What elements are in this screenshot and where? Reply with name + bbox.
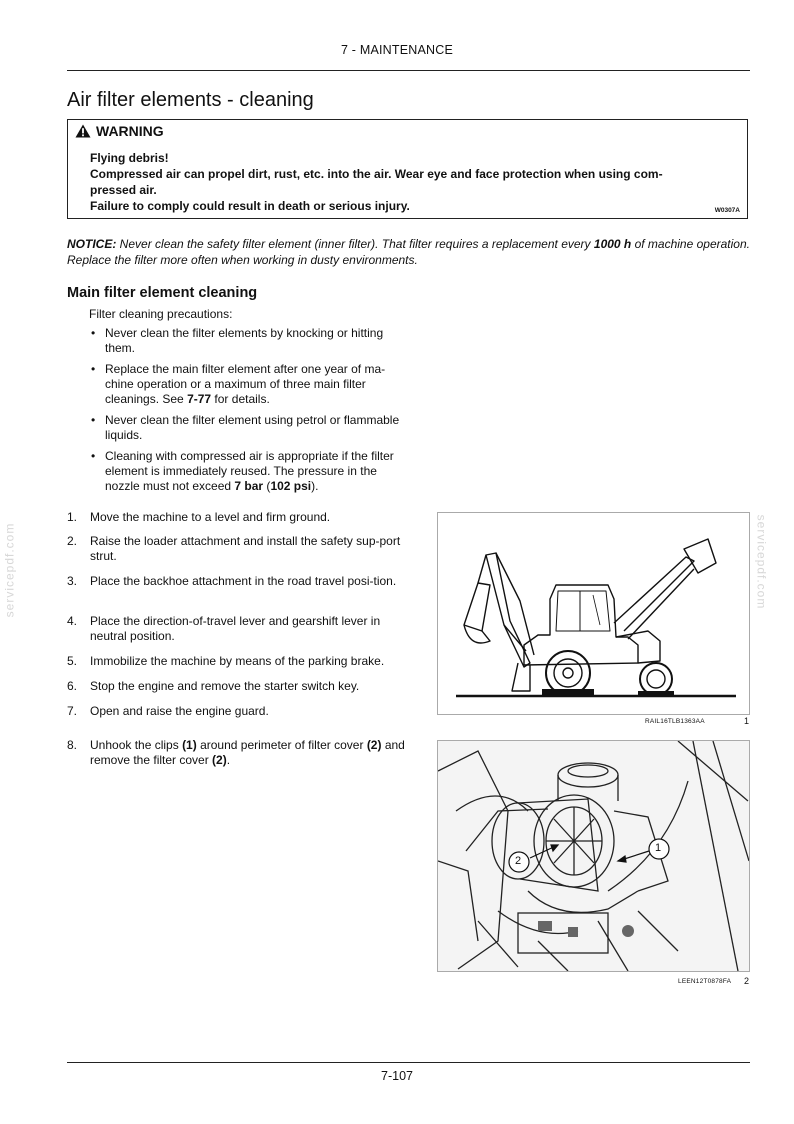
backhoe-loader-illustration	[438, 513, 749, 714]
warning-heading-label: WARNING	[96, 123, 164, 139]
warning-line-3: pressed air.	[90, 183, 157, 197]
engine-compartment-illustration	[438, 741, 749, 971]
step-text-part: Unhook the clips	[90, 738, 183, 752]
callout-label-2: 2	[515, 855, 522, 867]
step-number: 3.	[67, 574, 78, 588]
notice-paragraph	[67, 236, 751, 268]
precaution-text: ).	[311, 479, 319, 493]
watermark-right: servicepdf.com	[754, 514, 769, 610]
notice-text-b: of machine operation. Replace the filter more often when working in dusty environments.	[67, 237, 750, 267]
pressure-bar: 7 bar	[234, 479, 264, 493]
page-title: Air filter elements - cleaning	[67, 89, 314, 111]
precaution-text: for details.	[211, 392, 270, 406]
figure-engine-compartment	[437, 740, 750, 972]
step-number: 4.	[67, 614, 78, 628]
figure-1-code: RAIL16TLB1363AA	[645, 718, 705, 725]
precautions-list	[89, 326, 409, 500]
step-text: Place the direction-of-travel lever and gearshift lever in neutral position.	[90, 614, 381, 643]
list-item: • Never clean the filter element using petrol or flammable liquids.	[91, 413, 400, 442]
list-item: • Never clean the filter elements by knocking or hitting them.	[91, 326, 384, 355]
list-item: • Replace the main filter element after one year of ma-chine operation or a maximum of three main filter cleanings. See 7-77 for details.	[91, 362, 386, 406]
figure-backhoe-loader	[437, 512, 750, 715]
page-reference: 7-77	[187, 392, 212, 406]
step-number: 2.	[67, 534, 78, 548]
notice-label: NOTICE:	[67, 237, 117, 251]
precaution-text: Never clean the filter elements by knocking or hitting them.	[105, 326, 384, 355]
notice-hours: 1000 h	[593, 237, 632, 251]
precaution-text: (	[263, 479, 271, 493]
running-header: 7 - MAINTENANCE	[340, 43, 454, 57]
warning-triangle-icon	[75, 124, 91, 138]
callout-label-1: 1	[655, 842, 662, 854]
step-text: Immobilize the machine by means of the parking brake.	[90, 654, 385, 668]
warning-line-4: Failure to comply could result in death or serious injury.	[90, 199, 410, 213]
step-number: 5.	[67, 654, 78, 668]
step-number: 6.	[67, 679, 78, 693]
precaution-text: Cleaning with compressed air is appropriate if the filter element is immediately reused. The pressure in the nozzle must not exceed	[105, 449, 394, 493]
warning-line-1: Flying debris!	[90, 151, 169, 165]
step-text-part: around perimeter of filter cover	[196, 738, 367, 752]
pressure-psi: 102 psi	[270, 479, 312, 493]
step-text: Stop the engine and remove the starter switch key.	[90, 679, 360, 693]
precautions-intro: Filter cleaning precautions:	[89, 307, 233, 321]
page-number: 7-107	[381, 1069, 413, 1083]
callout-ref-1: (1)	[182, 738, 197, 752]
step-text-part: and remove the filter cover	[90, 738, 405, 767]
footer-rule	[67, 1062, 750, 1063]
watermark-left: servicepdf.com	[2, 522, 17, 618]
warning-heading	[75, 123, 164, 139]
step-number: 7.	[67, 704, 78, 718]
warning-body	[90, 150, 730, 214]
section-heading: Main filter element cleaning	[67, 285, 258, 301]
step-number: 1.	[67, 510, 78, 524]
figure-2-number: 2	[744, 976, 750, 986]
list-item: • Cleaning with compressed air is appropriate if the filter element is immediately reused. The pressure in the nozzle must not exceed 7 bar (102 psi).	[91, 449, 394, 493]
figure-2-code: LEEN12T0878FA	[678, 978, 732, 985]
step-text: Open and raise the engine guard.	[90, 704, 269, 718]
step-number: 8.	[67, 738, 78, 752]
warning-box	[67, 119, 748, 219]
step-text: Move the machine to a level and firm ground.	[90, 510, 331, 524]
notice-text-a: Never clean the safety filter element (inner filter). That filter requires a replacement every	[116, 237, 594, 251]
header-rule	[67, 70, 750, 71]
step-text	[90, 738, 409, 768]
step-text: Raise the loader attachment and install the safety sup-port strut.	[90, 534, 401, 563]
precaution-text: Never clean the filter element using petrol or flammable liquids.	[105, 413, 400, 442]
step-text-part: .	[226, 753, 231, 767]
warning-code: W0307A	[714, 207, 740, 214]
figure-1-number: 1	[744, 716, 750, 726]
precaution-text: Replace the main filter element after one year of ma-chine operation or a maximum of three main filter cleanings. See	[105, 362, 386, 406]
callout-ref-2: (2)	[212, 753, 227, 767]
callout-ref-2: (2)	[366, 738, 382, 752]
warning-line-2: Compressed air can propel dirt, rust, etc. into the air. Wear eye and face protection when using com-	[90, 167, 663, 181]
step-text: Place the backhoe attachment in the road travel posi-tion.	[90, 574, 397, 588]
